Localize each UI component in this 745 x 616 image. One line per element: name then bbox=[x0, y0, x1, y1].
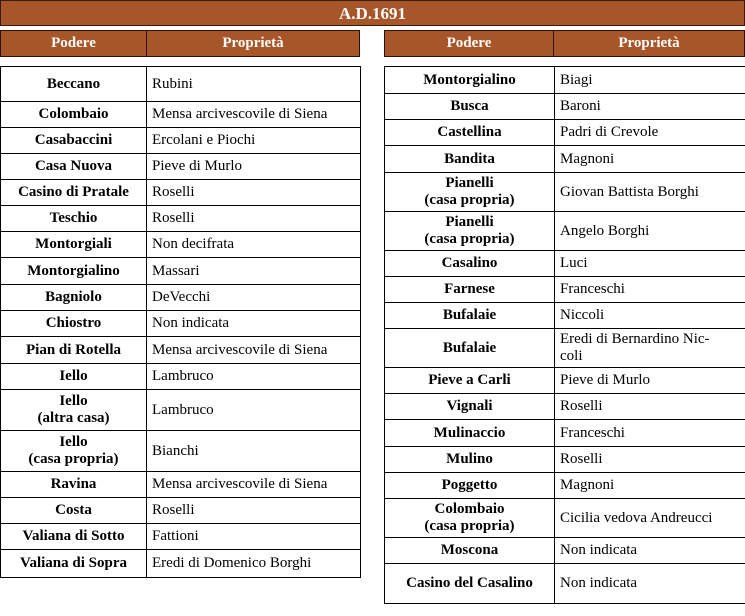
podere-cell: Valiana di Sotto bbox=[1, 524, 147, 550]
proprieta-cell: Eredi di Domenico Borghi bbox=[147, 550, 361, 578]
podere-cell: Valiana di Sopra bbox=[1, 550, 147, 578]
podere-cell: Pian di Rotella bbox=[1, 337, 147, 364]
proprieta-cell: Baroni bbox=[555, 94, 745, 120]
table-row bbox=[385, 420, 745, 447]
proprieta-cell: Lambruco bbox=[147, 390, 361, 431]
column-header-podere: Podere bbox=[1, 31, 147, 56]
table-row bbox=[385, 146, 745, 173]
podere-cell: Beccano bbox=[1, 67, 147, 102]
table-row bbox=[1, 364, 361, 390]
year-title: A.D.1691 bbox=[0, 0, 745, 26]
table-row bbox=[1, 524, 361, 550]
table-row bbox=[1, 390, 361, 431]
podere-cell: Bagniolo bbox=[1, 285, 147, 311]
table-row bbox=[1, 311, 361, 337]
table-row bbox=[385, 277, 745, 303]
table-row bbox=[385, 212, 745, 251]
table-row bbox=[1, 285, 361, 311]
proprieta-cell: Magnoni bbox=[555, 473, 745, 499]
table-row bbox=[1, 550, 361, 578]
column-header-podere: Podere bbox=[385, 31, 554, 56]
table-row bbox=[385, 303, 745, 329]
podere-cell: Montorgiali bbox=[1, 232, 147, 258]
proprieta-cell: Niccoli bbox=[555, 303, 745, 329]
proprieta-cell: Massari bbox=[147, 258, 361, 285]
podere-cell: Costa bbox=[1, 498, 147, 524]
proprieta-cell: Angelo Borghi bbox=[555, 212, 745, 251]
podere-cell: Bufalaie bbox=[385, 329, 555, 368]
podere-cell: Pieve a Carli bbox=[385, 368, 555, 394]
table-row bbox=[385, 473, 745, 499]
table-row bbox=[385, 447, 745, 473]
right-properties-table bbox=[384, 66, 745, 604]
podere-cell: Chiostro bbox=[1, 311, 147, 337]
proprieta-cell: Franceschi bbox=[555, 420, 745, 447]
proprieta-cell: Ercolani e Piochi bbox=[147, 128, 361, 154]
proprieta-cell: Magnoni bbox=[555, 146, 745, 173]
proprieta-cell: Lambruco bbox=[147, 364, 361, 390]
right-table-header bbox=[384, 30, 745, 57]
table-row bbox=[385, 251, 745, 277]
proprieta-cell: Eredi di Bernardino Nic- coli bbox=[555, 329, 745, 368]
podere-cell: Casino di Pratale bbox=[1, 180, 147, 206]
podere-cell: Teschio bbox=[1, 206, 147, 232]
table-row bbox=[385, 564, 745, 604]
table-row bbox=[385, 120, 745, 146]
proprieta-cell: Padri di Crevole bbox=[555, 120, 745, 146]
table-row bbox=[1, 498, 361, 524]
podere-cell: Casino del Casalino bbox=[385, 564, 555, 604]
proprieta-cell: Non indicata bbox=[147, 311, 361, 337]
podere-cell: Pianelli (casa propria) bbox=[385, 212, 555, 251]
proprieta-cell: Roselli bbox=[555, 394, 745, 420]
podere-cell: Pianelli (casa propria) bbox=[385, 173, 555, 212]
table-row bbox=[1, 102, 361, 128]
podere-cell: Iello bbox=[1, 364, 147, 390]
table-row bbox=[1, 472, 361, 498]
proprieta-cell: Luci bbox=[555, 251, 745, 277]
proprieta-cell: Mensa arcivescovile di Siena bbox=[147, 472, 361, 498]
proprieta-cell: Mensa arcivescovile di Siena bbox=[147, 337, 361, 364]
table-row bbox=[1, 258, 361, 285]
proprieta-cell: Mensa arcivescovile di Siena bbox=[147, 102, 361, 128]
podere-cell: Iello (casa propria) bbox=[1, 431, 147, 472]
proprieta-cell: Roselli bbox=[147, 498, 361, 524]
table-row bbox=[1, 206, 361, 232]
podere-cell: Montorgialino bbox=[1, 258, 147, 285]
table-row bbox=[1, 337, 361, 364]
proprieta-cell: Cicilia vedova Andreucci bbox=[555, 499, 745, 538]
column-header-proprieta: Proprietà bbox=[618, 35, 680, 51]
left-properties-table bbox=[0, 66, 361, 578]
table-row bbox=[1, 67, 361, 102]
proprieta-cell: Non indicata bbox=[555, 538, 745, 564]
proprieta-cell: Fattioni bbox=[147, 524, 361, 550]
table-row bbox=[385, 368, 745, 394]
proprieta-cell: Roselli bbox=[147, 180, 361, 206]
proprieta-cell: Non indicata bbox=[555, 564, 745, 604]
podere-cell: Iello (altra casa) bbox=[1, 390, 147, 431]
table-row bbox=[1, 431, 361, 472]
podere-cell: Ravina bbox=[1, 472, 147, 498]
podere-cell: Casabaccini bbox=[1, 128, 147, 154]
proprieta-cell: Pieve di Murlo bbox=[147, 154, 361, 180]
podere-cell: Bandita bbox=[385, 146, 555, 173]
proprieta-cell: DeVecchi bbox=[147, 285, 361, 311]
podere-cell: Colombaio bbox=[1, 102, 147, 128]
table-row bbox=[385, 67, 745, 94]
podere-cell: Mulino bbox=[385, 447, 555, 473]
table-row bbox=[385, 538, 745, 564]
table-row bbox=[385, 499, 745, 538]
table-row bbox=[385, 394, 745, 420]
table-row bbox=[385, 173, 745, 212]
podere-cell: Colombaio (casa propria) bbox=[385, 499, 555, 538]
proprieta-cell: Giovan Battista Borghi bbox=[555, 173, 745, 212]
table-row bbox=[1, 154, 361, 180]
table-row bbox=[1, 180, 361, 206]
podere-cell: Poggetto bbox=[385, 473, 555, 499]
proprieta-cell: Roselli bbox=[147, 206, 361, 232]
podere-cell: Castellina bbox=[385, 120, 555, 146]
proprieta-cell: Rubini bbox=[147, 67, 361, 102]
podere-cell: Montorgialino bbox=[385, 67, 555, 94]
proprieta-cell: Roselli bbox=[555, 447, 745, 473]
podere-cell: Busca bbox=[385, 94, 555, 120]
table-row bbox=[1, 128, 361, 154]
podere-cell: Mulinaccio bbox=[385, 420, 555, 447]
proprieta-cell: Biagi bbox=[555, 67, 745, 94]
podere-cell: Vignali bbox=[385, 394, 555, 420]
podere-cell: Bufalaie bbox=[385, 303, 555, 329]
table-row bbox=[385, 94, 745, 120]
proprieta-cell: Bianchi bbox=[147, 431, 361, 472]
column-header-proprieta: Proprietà bbox=[222, 35, 284, 51]
proprieta-cell: Non decifrata bbox=[147, 232, 361, 258]
table-row bbox=[1, 232, 361, 258]
table-row bbox=[385, 329, 745, 368]
proprieta-cell: Pieve di Murlo bbox=[555, 368, 745, 394]
podere-cell: Moscona bbox=[385, 538, 555, 564]
proprieta-cell: Franceschi bbox=[555, 277, 745, 303]
left-table-header bbox=[0, 30, 360, 57]
podere-cell: Casalino bbox=[385, 251, 555, 277]
podere-cell: Farnese bbox=[385, 277, 555, 303]
podere-cell: Casa Nuova bbox=[1, 154, 147, 180]
